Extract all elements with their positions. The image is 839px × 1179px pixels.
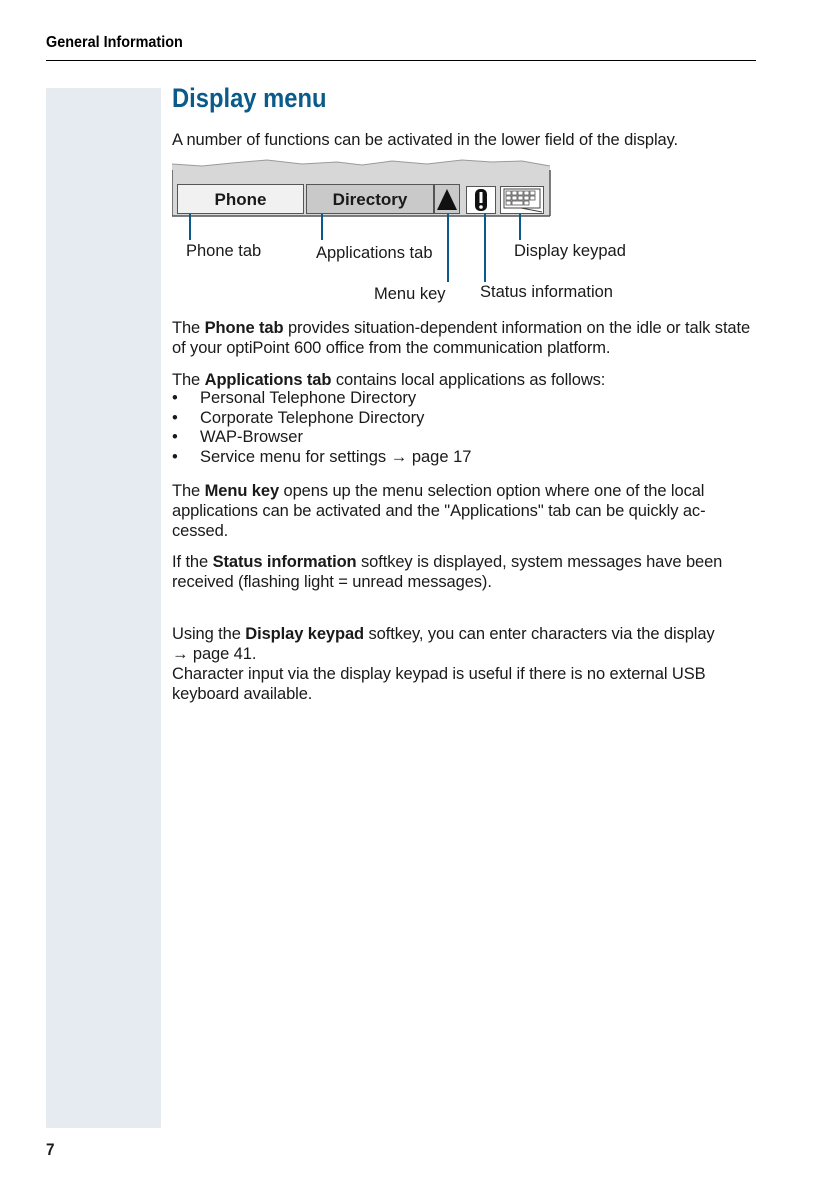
para-keypad-page-ref: → page 41. [172, 645, 257, 663]
list-item: • WAP-Browser [172, 428, 756, 448]
callout-display-keypad: Display keypad [514, 242, 626, 260]
para-menu-post: opens up the menu selection option where one of the local applications can be activated and the "Applications" tab can be quickly ac-cessed. [172, 482, 706, 540]
para-keypad-pre: Using the [172, 625, 246, 643]
paragraph-status-information [172, 552, 756, 592]
directory-tab: Directory [306, 184, 434, 214]
list-item: • Personal Telephone Directory [172, 389, 756, 409]
para-status-post: softkey is displayed, system messages have been received (flashing light = unread messages). [172, 553, 723, 591]
display-frame [172, 158, 562, 298]
para-menu-pre: The [172, 482, 205, 500]
para-apps-pre: The [172, 371, 205, 389]
keypad-icon [501, 187, 543, 213]
para-phone-post: provides situation-dependent information on the idle or talk state of your optiPoint 600 office from the communication platform. [172, 319, 751, 357]
para-phone-bold: Phone tab [204, 319, 284, 337]
para-apps-bold: Applications tab [204, 371, 332, 389]
status-information-key [466, 186, 496, 214]
header-rule [46, 60, 756, 61]
para-status-bold: Status information [212, 553, 357, 571]
para-status-pre: If the [172, 553, 213, 571]
para-keypad-line3: Character input via the display keypad is useful if there is no external USB keyboard available. [172, 665, 706, 703]
para-keypad-post: softkey, you can enter characters via the display [364, 625, 715, 643]
menu-key [434, 184, 460, 214]
running-header: General Information [46, 34, 183, 51]
paragraph-display-keypad [172, 624, 756, 704]
paragraph-menu-key [172, 481, 756, 541]
list-item: • Service menu for settings → page 17 [172, 448, 756, 468]
callout-applications-tab: Applications tab [316, 244, 433, 262]
intro-paragraph: A number of functions can be activated in the lower field of the display. [172, 131, 679, 149]
phone-tab: Phone [177, 184, 304, 214]
page-number: 7 [46, 1140, 55, 1159]
list-item: • Corporate Telephone Directory [172, 409, 756, 429]
paragraph-applications-tab [172, 370, 756, 390]
para-menu-bold: Menu key [204, 482, 280, 500]
callout-menu-key: Menu key [374, 285, 446, 303]
side-panel [46, 88, 161, 1128]
applications-list [172, 389, 756, 468]
display-illustration [172, 158, 626, 303]
display-keypad-key [500, 186, 544, 214]
callout-phone-tab: Phone tab [186, 242, 262, 260]
paragraph-phone-tab [172, 318, 756, 358]
para-keypad-bold: Display keypad [245, 625, 365, 643]
para-phone-pre: The [172, 319, 205, 337]
para-apps-post: contains local applications as follows: [331, 371, 606, 389]
page-title: Display menu [172, 83, 327, 113]
exclamation-icon [467, 187, 495, 213]
callout-status-information: Status information [480, 283, 613, 301]
menu-triangle-icon [435, 185, 459, 213]
